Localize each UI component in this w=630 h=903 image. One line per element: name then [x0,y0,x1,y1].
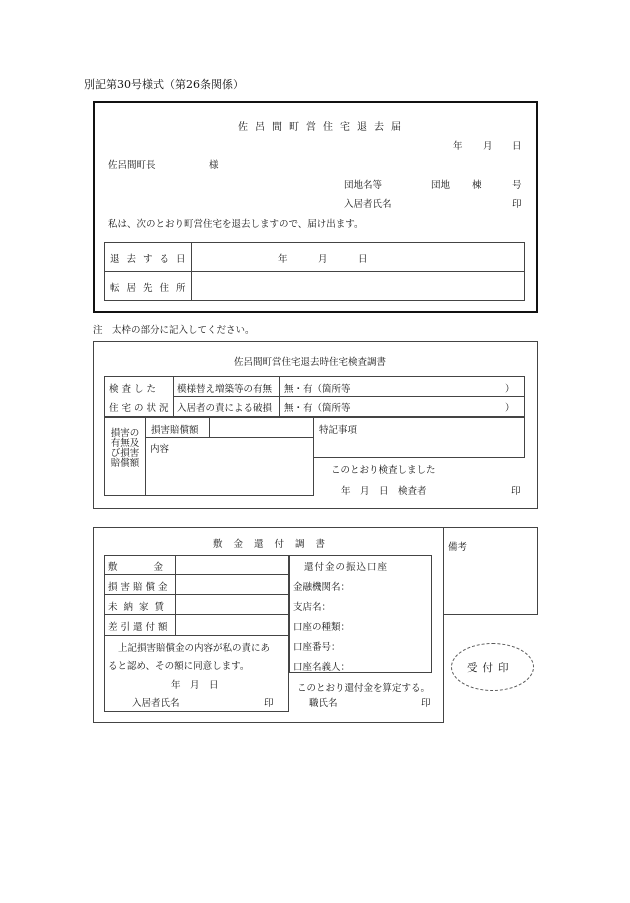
damage-amount-label: 損害賠償額 [151,425,199,436]
notice-date-month: 月 [483,141,493,152]
consent-seal: 印 [264,698,274,709]
damage-value: 無・有（箇所等 [284,403,351,414]
account-type-field: 口座の種類： [293,622,351,633]
resident-seal: 印 [512,199,522,210]
notice-title: 佐呂間町営住宅退去届 [238,122,408,133]
form-note: 注 太枠の部分に記入してください。 [93,325,255,336]
resident-name-label: 入居者氏名 [344,199,392,210]
deposit-title: 敷金還付調書 [213,539,337,550]
damage-close: ） [505,403,515,414]
notice-date-year: 年 [453,141,463,152]
complex-label: 団地名等 [344,180,383,191]
complex-unit: 団地 [431,180,451,191]
status-label-2: 住宅の状況 [109,403,172,414]
account-number-field: 口座番号： [293,642,341,653]
staff-name-label: 職氏名 [309,698,338,709]
consent-text-1: 上記損害賠償金の内容が私の責にあ [118,643,271,654]
notice-honorific: 様 [209,160,219,171]
damage-content-label: 内容 [150,444,170,455]
deposit-row-4-label: 差引還付額 [108,622,171,633]
inspection-title: 佐呂間町営住宅退去時住宅検査調書 [234,357,387,368]
notice-date-day: 日 [512,141,522,152]
bank-account-title: 還付金の振込口座 [304,562,389,573]
consent-resident-label: 入居者氏名 [132,698,180,709]
renovation-label: 模様替え増築等の有無 [177,384,273,395]
move-out-year: 年 [278,254,288,265]
inspector-line: 年 月 日 検査者 [341,486,427,497]
branch-name-field: 支店名： [293,602,332,613]
consent-text-2: ると認め、その額に同意します。 [108,661,250,672]
deposit-row-3-label: 未納家賃 [108,602,171,613]
deposit-row-1-label: 敷金 [108,562,200,573]
renovation-close: ） [505,384,515,395]
bank-name-field: 金融機関名： [293,582,351,593]
notice-addressee: 佐呂間町長 [108,160,156,171]
account-holder-field: 口座名義人： [293,662,351,673]
consent-date: 年 月 日 [171,680,219,691]
remarks-label: 備考 [448,542,468,553]
inspector-seal: 印 [511,486,521,497]
damage-label: 入居者の責による破損 [177,403,273,414]
deposit-row-2-label: 損害賠償金 [108,582,171,593]
renovation-value: 無・有（箇所等 [284,384,351,395]
staff-seal: 印 [421,698,431,709]
refund-calc-text: このとおり還付金を算定する。 [297,683,431,694]
new-address-label: 転居先住所 [110,283,193,294]
room-unit: 号 [512,180,522,191]
status-label-1: 検査した [109,384,160,395]
building-unit: 棟 [472,180,482,191]
special-notes-label: 特記事項 [319,425,358,436]
damage-group-label: 損害の有無及び損害賠償額 [110,428,140,469]
notice-body: 私は、次のとおり町営住宅を退去しますので、届け出ます。 [108,219,364,230]
move-out-date-label: 退去する日 [110,254,193,265]
move-out-month: 月 [318,254,328,265]
receipt-stamp-label: 受付印 [467,662,514,674]
inspected-text: このとおり検査しました [331,465,436,476]
move-out-day: 日 [358,254,368,265]
form-header: 別記第30号様式（第26条関係） [84,78,244,91]
